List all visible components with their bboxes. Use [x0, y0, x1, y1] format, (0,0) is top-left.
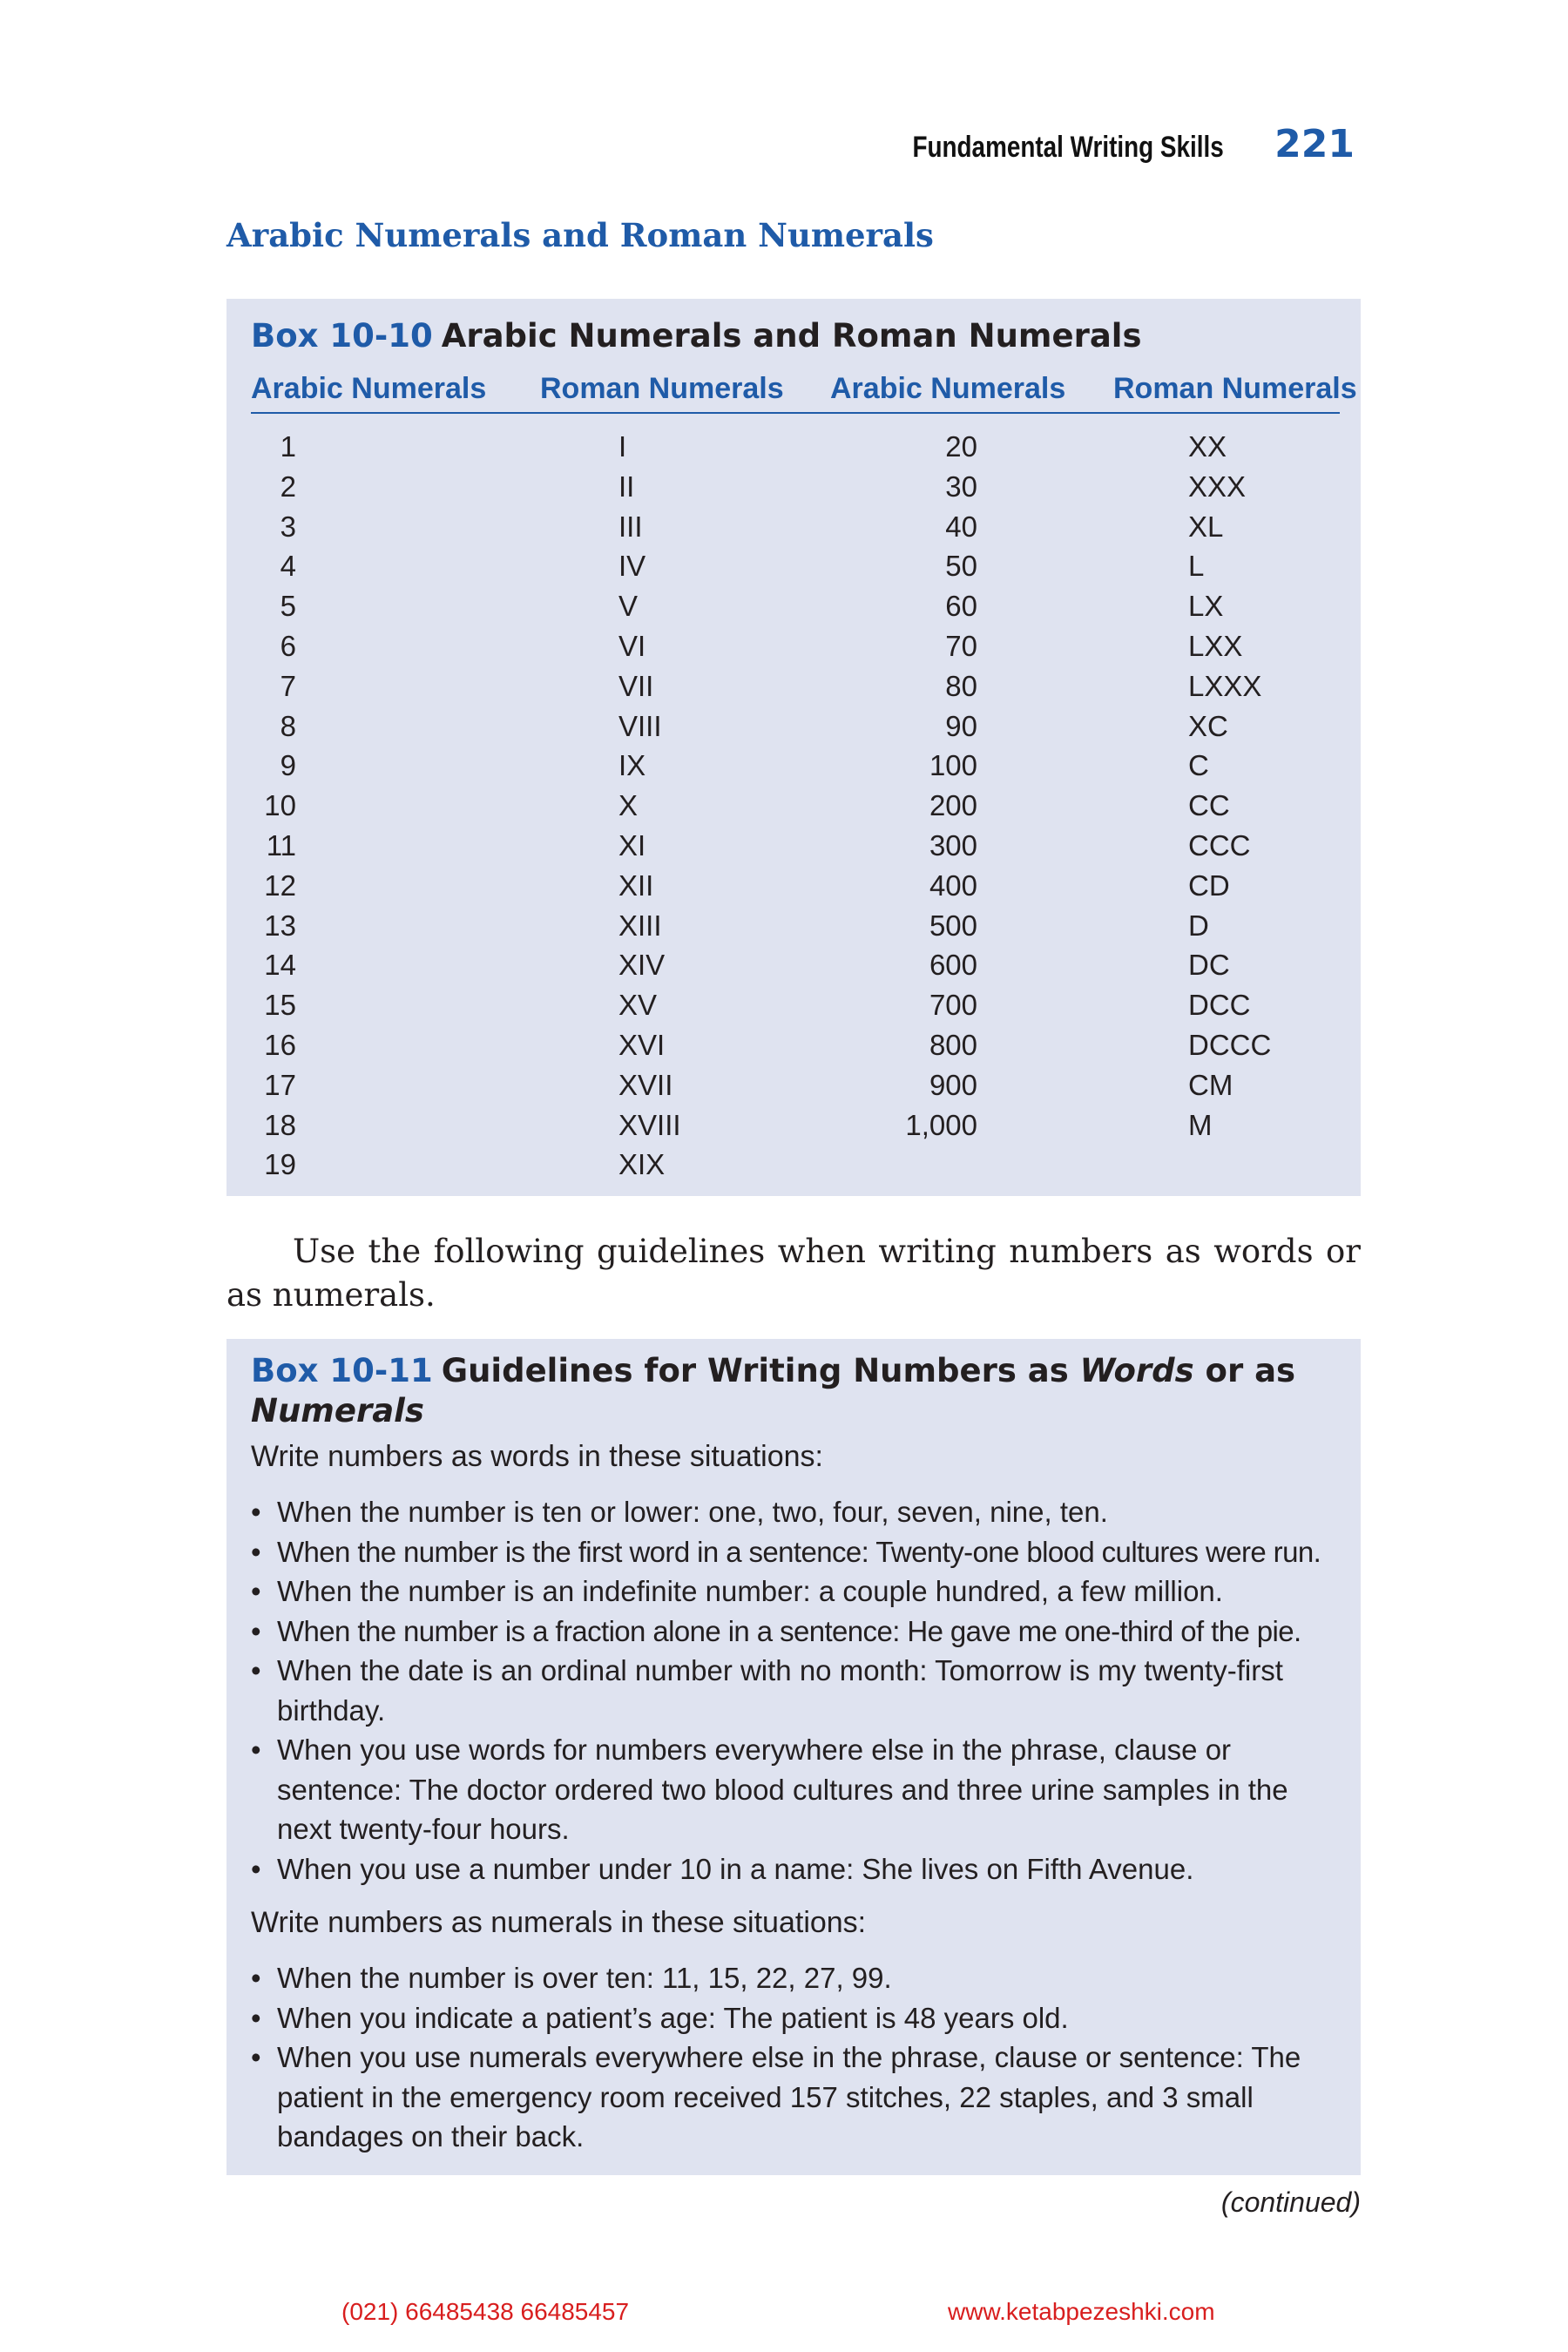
table-row — [226, 709, 1361, 749]
roman-cell: III — [618, 510, 643, 543]
arabic-cell: 800 — [929, 1028, 977, 1061]
running-head-title: Fundamental Writing Skills — [912, 131, 1225, 164]
arabic-cell: 40 — [945, 510, 977, 543]
roman-cell: XL — [1188, 510, 1224, 543]
list-item: • When the number is a fraction alone in a sentence: He gave me one-third of the pie. — [251, 1612, 1340, 1652]
table-row — [226, 948, 1361, 988]
arabic-cell: 4 — [280, 550, 296, 583]
table-row — [226, 589, 1361, 629]
numeral-table-body — [226, 429, 1361, 1187]
arabic-cell: 18 — [264, 1108, 296, 1141]
roman-cell: IX — [618, 749, 646, 782]
body-paragraph: Use the following guidelines when writing numbers as words or as numerals. — [226, 1233, 1361, 1314]
numeral-table-header — [251, 367, 1357, 414]
table-row — [226, 1108, 1361, 1148]
roman-cell: XI — [618, 828, 646, 862]
guidelines — [251, 1436, 1340, 2171]
column-header-arabic-1: Arabic Numerals — [251, 372, 487, 405]
box-label: Box 10-11 — [251, 1352, 433, 1389]
footer-phones: (021) 66485438 66485457 — [341, 2298, 630, 2325]
roman-cell: XIV — [618, 949, 666, 982]
column-header-roman-2: Roman Numerals — [1113, 372, 1357, 405]
roman-cell: X — [618, 789, 639, 822]
arabic-cell: 12 — [264, 868, 296, 902]
box-10-11 — [226, 1339, 1361, 2175]
roman-cell: VI — [618, 629, 646, 662]
roman-cell: VII — [618, 669, 654, 702]
roman-cell: IV — [618, 550, 646, 583]
roman-cell: II — [618, 470, 635, 503]
list-item: • When the number is an indefinite number: a couple hundred, a few million. — [251, 1571, 1340, 1612]
box-title-part: or as — [1193, 1352, 1296, 1389]
arabic-cell: 14 — [264, 949, 296, 982]
words-intro: Write numbers as words in these situations: — [251, 1440, 823, 1473]
roman-cell: XX — [1188, 430, 1227, 463]
roman-cell: D — [1188, 909, 1209, 942]
box-10-10-title — [251, 316, 1340, 356]
arabic-cell: 2 — [280, 470, 296, 503]
roman-cell: XC — [1188, 709, 1228, 742]
roman-cell: DCC — [1188, 989, 1251, 1022]
table-row — [226, 1068, 1361, 1108]
column-header-roman-1: Roman Numerals — [540, 372, 784, 405]
arabic-cell: 20 — [945, 430, 977, 463]
page-footer — [0, 2298, 1568, 2333]
roman-cell: DC — [1188, 949, 1230, 982]
arabic-cell: 3 — [280, 510, 296, 543]
words-list — [251, 1492, 1340, 1889]
roman-cell: LXXX — [1188, 669, 1262, 702]
arabic-cell: 700 — [929, 989, 977, 1022]
roman-cell: XII — [618, 868, 654, 902]
box-title-text: Arabic Numerals and Roman Numerals — [441, 317, 1142, 355]
arabic-cell: 8 — [280, 709, 296, 742]
numerals-intro: Write numbers as numerals in these situations: — [251, 1906, 867, 1939]
roman-cell: XXX — [1188, 470, 1247, 503]
table-row — [226, 470, 1361, 510]
roman-cell: LX — [1188, 590, 1224, 623]
table-row — [226, 510, 1361, 550]
table-row — [226, 988, 1361, 1028]
roman-cell: XIII — [618, 909, 662, 942]
roman-cell: L — [1188, 550, 1205, 583]
table-row — [226, 1147, 1361, 1187]
roman-cell: M — [1188, 1108, 1213, 1141]
arabic-cell: 400 — [929, 868, 977, 902]
list-item: • When you use numerals everywhere else in the phrase, clause or sentence: The patient in the emergency room received 157 stitches, 22 staples, and 3 small bandages on their back. — [251, 2038, 1340, 2157]
list-item: • When you use a number under 10 in a name: She lives on Fifth Avenue. — [251, 1849, 1340, 1889]
arabic-cell: 100 — [929, 749, 977, 782]
section-heading: Arabic Numerals and Roman Numerals — [226, 216, 934, 254]
arabic-cell: 10 — [264, 789, 296, 822]
running-head — [844, 122, 1355, 174]
arabic-cell: 7 — [280, 669, 296, 702]
arabic-cell: 90 — [945, 709, 977, 742]
roman-cell: LXX — [1188, 629, 1243, 662]
box-label: Box 10-10 — [251, 317, 433, 355]
arabic-cell: 16 — [264, 1028, 296, 1061]
roman-cell: CC — [1188, 789, 1230, 822]
roman-cell: XVIII — [618, 1108, 681, 1141]
roman-cell: VIII — [618, 709, 662, 742]
arabic-cell: 300 — [929, 828, 977, 862]
arabic-cell: 1,000 — [905, 1108, 977, 1141]
arabic-cell: 900 — [929, 1068, 977, 1101]
table-row — [226, 868, 1361, 909]
page-number: 221 — [1274, 122, 1355, 166]
table-row — [226, 788, 1361, 828]
arabic-cell: 600 — [929, 949, 977, 982]
arabic-cell: 19 — [264, 1148, 296, 1181]
column-header-arabic-2: Arabic Numerals — [830, 372, 1066, 405]
roman-cell: I — [618, 430, 627, 463]
table-row — [226, 629, 1361, 669]
list-item: • When the number is ten or lower: one, two, four, seven, nine, ten. — [251, 1492, 1340, 1532]
list-item: • When you use words for numbers everywhere else in the phrase, clause or sentence: The doctor ordered two blood cultures and three urine samples in the next twenty-four hours. — [251, 1730, 1340, 1849]
box-title-italic: Numerals — [251, 1392, 424, 1429]
box-title-part: Guidelines for Writing Numbers as — [441, 1352, 1080, 1389]
arabic-cell: 15 — [264, 989, 296, 1022]
arabic-cell: 500 — [929, 909, 977, 942]
arabic-cell: 80 — [945, 669, 977, 702]
roman-cell: CCC — [1188, 828, 1251, 862]
arabic-cell: 200 — [929, 789, 977, 822]
continued-note: (continued) — [1220, 2186, 1361, 2218]
box-10-10 — [226, 299, 1361, 1196]
list-item: • When the number is the first word in a sentence: Twenty-one blood cultures were run. — [251, 1532, 1340, 1572]
numerals-list — [251, 1958, 1340, 2157]
table-row — [226, 909, 1361, 949]
table-row — [226, 669, 1361, 709]
arabic-cell: 50 — [945, 550, 977, 583]
arabic-cell: 13 — [264, 909, 296, 942]
footer-website: www.ketabpezeshki.com — [948, 2298, 1215, 2325]
table-row — [226, 748, 1361, 788]
arabic-cell: 1 — [280, 430, 296, 463]
table-row — [226, 429, 1361, 470]
roman-cell: XVII — [618, 1068, 673, 1101]
arabic-cell: 5 — [280, 590, 296, 623]
table-row — [226, 828, 1361, 868]
roman-cell: DCCC — [1188, 1028, 1272, 1061]
box-10-11-title — [251, 1351, 1340, 1431]
list-item: • When the date is an ordinal number with no month: Tomorrow is my twenty-first birthday. — [251, 1651, 1340, 1730]
roman-cell: V — [618, 590, 639, 623]
arabic-cell: 6 — [280, 629, 296, 662]
list-item: • When you indicate a patient’s age: The patient is 48 years old. — [251, 1998, 1340, 2038]
roman-cell: XIX — [618, 1148, 666, 1181]
arabic-cell: 11 — [266, 828, 296, 862]
roman-cell: CM — [1188, 1068, 1233, 1101]
arabic-cell: 30 — [945, 470, 977, 503]
arabic-cell: 60 — [945, 590, 977, 623]
roman-cell: XVI — [618, 1028, 666, 1061]
arabic-cell: 17 — [264, 1068, 296, 1101]
table-row — [226, 549, 1361, 589]
table-row — [226, 1028, 1361, 1068]
box-title-italic: Words — [1079, 1352, 1194, 1389]
list-item: • When the number is over ten: 11, 15, 22, 27, 99. — [251, 1958, 1340, 1998]
roman-cell: XV — [618, 989, 658, 1022]
roman-cell: C — [1188, 749, 1209, 782]
arabic-cell: 9 — [280, 749, 296, 782]
roman-cell: CD — [1188, 868, 1230, 902]
arabic-cell: 70 — [945, 629, 977, 662]
